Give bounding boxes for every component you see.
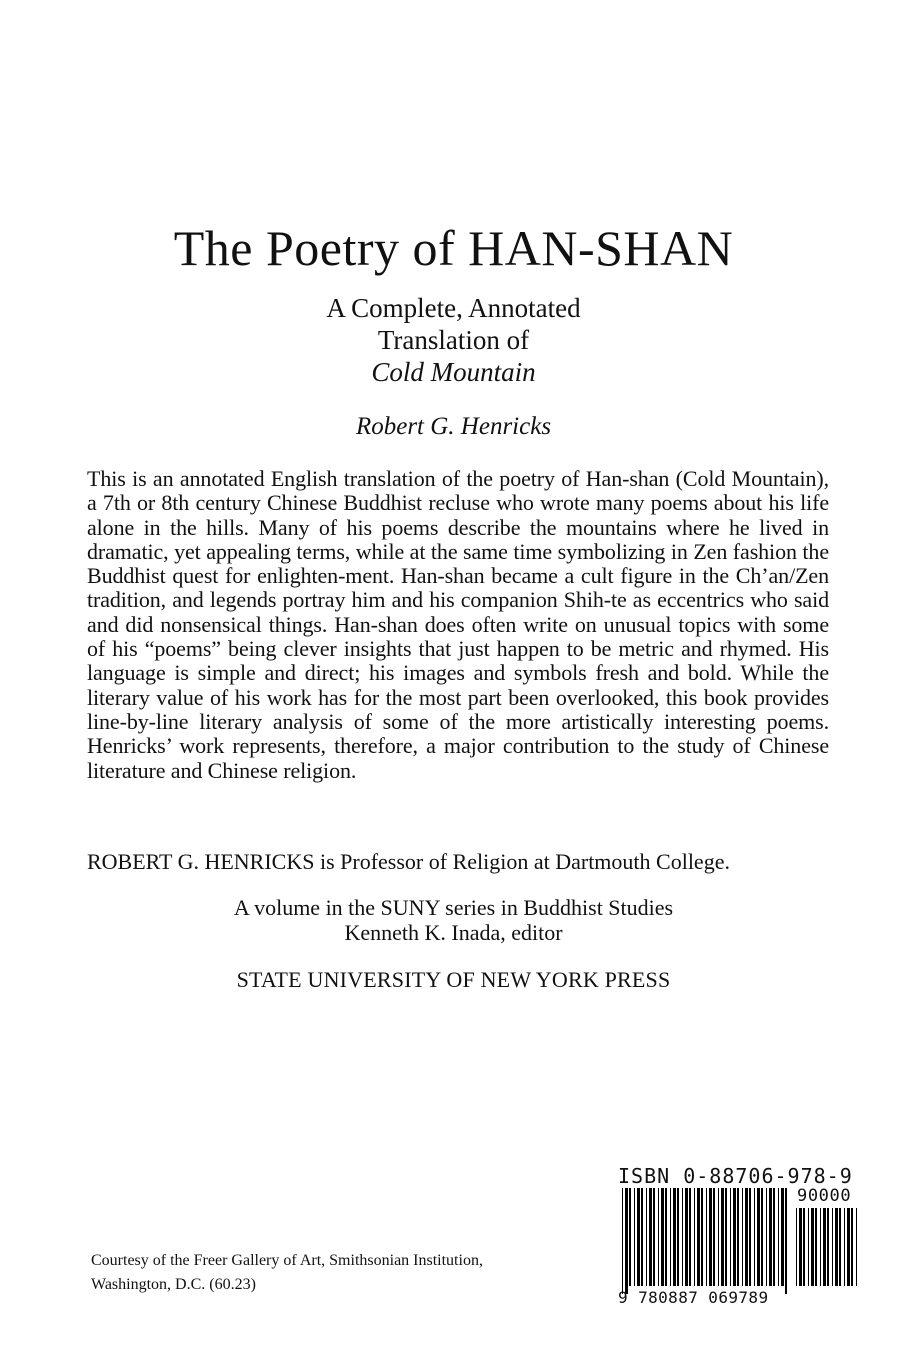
publisher-name: STATE UNIVERSITY OF NEW YORK PRESS: [236, 967, 671, 992]
isbn-label: ISBN 0-88706-978-9: [618, 1164, 853, 1188]
author-name: Robert G. Henricks: [355, 413, 552, 440]
series-line-1: A volume in the SUNY series in Buddhist Studies: [233, 895, 674, 920]
description-paragraph: This is an annotated English translation of the poetry of Han-shan (Cold Mountain), a 7th or 8th century Chinese Buddhist recluse who wrote many poems about his life alone in the hills. Many of his poems describe the mountains where he lived in dramatic, yet appealing terms, while at the same time symbolizing in Zen fashion the Buddhist quest for enlighten-ment. Han-shan became a cult figure in the Ch’an/Zen tradition, and legends portray him and his companion Shih-te as eccentrics who said and did nonsensical things. Han-shan does often write on unusual topics with some of his “poems” being clever insights that just happen to be metric and rhymed. His language is simple and direct; his images and symbols fresh and bold. While the literary value of his work has for the most part been overlooked, this book provides line-by-line literary analysis of some of the more artistically interesting poems. Henricks’ work represents, therefore, a major contribution to the study of Chinese literature and Chinese religion.: [87, 466, 829, 783]
book-subtitle: [0, 292, 907, 388]
series-editor: Kenneth K. Inada, editor: [344, 920, 563, 945]
price-code: 90000: [797, 1186, 852, 1206]
subtitle-line-3: Cold Mountain: [371, 357, 536, 387]
credit-line-1: Courtesy of the Freer Gallery of Art, Smithsonian Institution,: [91, 1252, 483, 1269]
subtitle-line-1: A Complete, Annotated: [326, 293, 581, 323]
isbn-barcode: [618, 1164, 868, 1314]
author-bio: ROBERT G. HENRICKS is Professor of Religion at Dartmouth College.: [87, 849, 730, 874]
subtitle-line-2: Translation of: [377, 325, 530, 355]
series-info: [0, 895, 907, 945]
book-title: The Poetry of HAN-SHAN: [173, 220, 734, 276]
ean-digits: 9 780887 069789: [618, 1288, 769, 1307]
credit-line-2: Washington, D.C. (60.23): [91, 1276, 256, 1293]
image-credit: [91, 1249, 483, 1297]
